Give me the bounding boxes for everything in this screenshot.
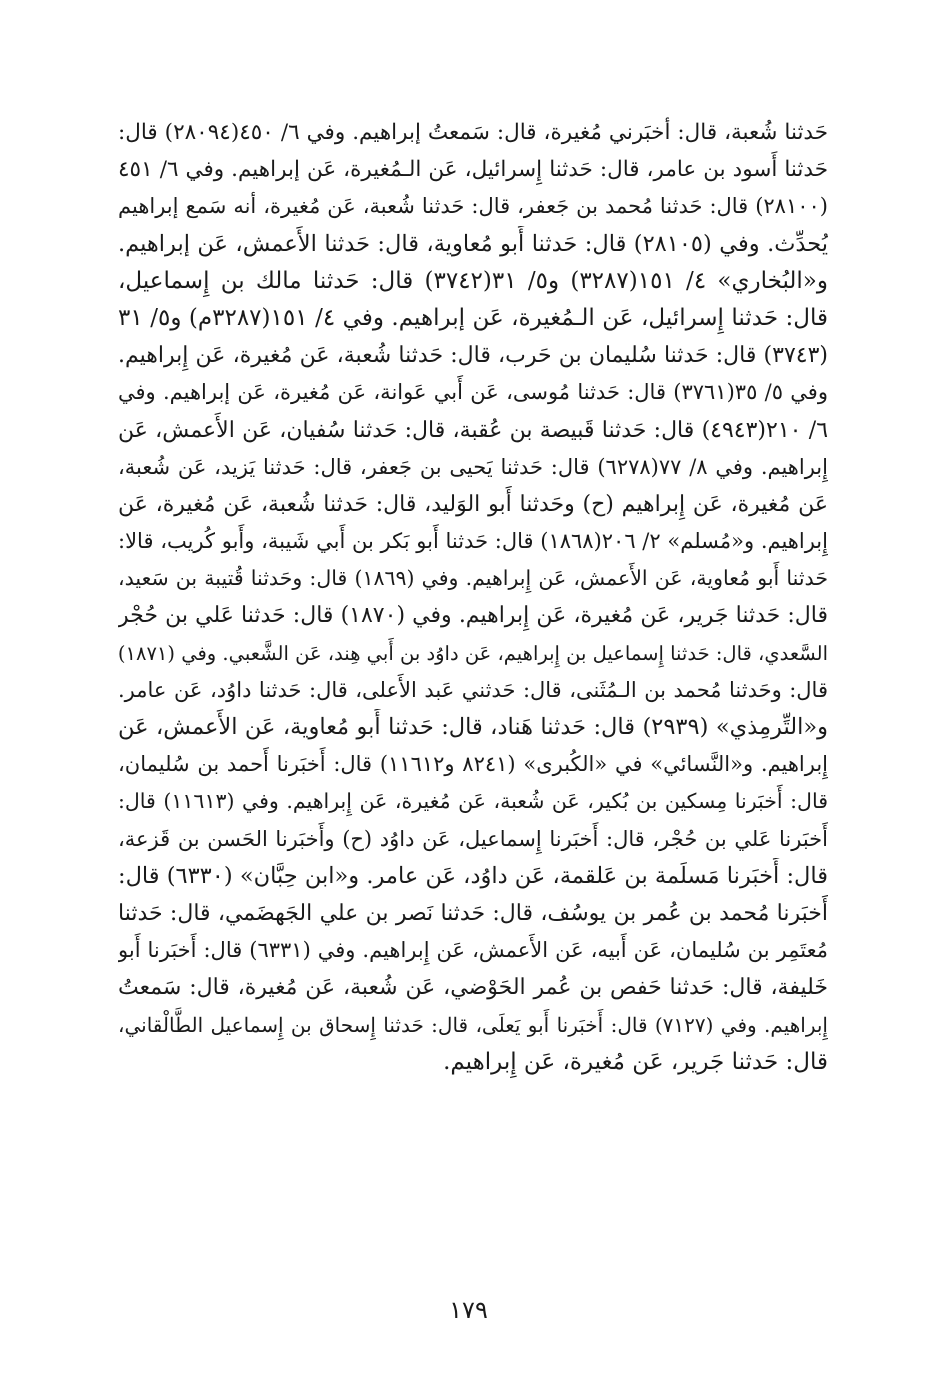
text-line: قال: وحَدثنا مُحمد بن الـمُثَنى، قال: حَدثني عَبد الأَعلى، قال: حَدثنا داوُد، عَن عامر. <box>118 677 828 702</box>
hadith-text-block <box>118 114 828 1081</box>
text-line: قال: حَدثنا جَرير، عَن مُغيرة، عَن إِبراهيم. وفي (١٨٧٠) قال: حَدثنا عَلي بن حُجْر <box>118 603 828 629</box>
text-line: إِبراهيم. و«النَّسائي» في «الكُبرى» (٨٢٤١ و١١٦١٢) قال: أَخبَرنا أَحمد بن سُليمان، <box>118 752 828 777</box>
text-line: يُحدِّث. وفي (٢٨١٠٥) قال: حَدثنا أَبو مُعاوية، قال: حَدثنا الأَعمش، عَن إبراهيم. <box>118 230 828 257</box>
text-line: قال: حَدثنا جَرير، عَن مُغيرة، عَن إِبراهيم. <box>443 1048 828 1075</box>
text-line: وفي ٥/ ٣٥(٣٧٦١) قال: حَدثنا مُوسى، عَن أَبي عَوانة، عَن مُغيرة، عَن إبراهيم. وفي <box>118 380 828 405</box>
text-line: خَليفة، قال: حَدثنا حَفص بن عُمر الحَوْضي، عَن شُعبة، عَن مُغيرة، قال: سَمعتُ <box>118 975 828 1001</box>
text-line: حَدثنا أَبو مُعاوية، عَن الأَعمش، عَن إِبراهيم. وفي (١٨٦٩) قال: وحَدثنا قُتيبة بن سَعيد، <box>118 566 828 591</box>
text-line: ٦/ ٢١٠(٤٩٤٣) قال: حَدثنا قَبيصة بن عُقبة، قال: حَدثنا سُفيان، عَن الأَعمش، عَن <box>118 417 828 443</box>
text-line: إِبراهيم. وفي ٨/ ٧٧(٦٢٧٨) قال: حَدثنا يَحيى بن جَعفر، قال: حَدثنا يَزيد، عَن شُعبة، <box>118 454 828 479</box>
text-line: أَخبَرنا مُحمد بن عُمر بن يوسُف، قال: حَدثنا نَصر بن علي الجَهضَمي، قال: حَدثنا <box>118 900 828 926</box>
text-line: حَدثنا شُعبة، قال: أخبَرني مُغيرة، قال: سَمعتُ إبراهيم. وفي ٦/ ٤٥٠(٢٨٠٩٤) قال: <box>118 120 828 145</box>
text-line: قال: أَخبَرنا مِسكين بن بُكير، عَن شُعبة، عَن مُغيرة، عَن إِبراهيم. وفي (١١٦١٣) قال: <box>118 789 828 814</box>
text-line: حَدثنا أَسود بن عامر، قال: حَدثنا إِسرائيل، عَن الـمُغيرة، عَن إبراهيم. وفي ٦/ ٤٥١ <box>118 157 828 183</box>
page-number: ١٧٩ <box>449 1296 488 1324</box>
text-line: قال: حَدثنا إِسرائيل، عَن الـمُغيرة، عَن إبراهيم. وفي ٤/ ١٥١(٣٢٨٧م) و٥/ ٣١ <box>118 304 828 331</box>
text-line: (٢٨١٠٠) قال: حَدثنا مُحمد بن جَعفر، قال: حَدثنا شُعبة، عَن مُغيرة، أنه سَمع إبراهيم <box>118 194 828 219</box>
text-line: إِبراهيم. و«مُسلم» ٢/ ٢٠٦(١٨٦٨) قال: حَدثنا أَبو بَكر بن أَبي شَيبة، وأَبو كُريب، قالا: <box>118 529 828 554</box>
text-line: قال: أَخبَرنا مَسلَمة بن عَلقمة، عَن داوُد، عَن عامر. و«ابن حِبَّان» (٦٣٣٠) قال: <box>118 862 828 889</box>
text-line: أَخبَرنا عَلي بن حُجْر، قال: أَخبَرنا إِسماعيل، عَن داوُد (ح) وأَخبَرنا الحَسن بن قَزعة، <box>118 826 828 851</box>
text-line: (٣٧٤٣) قال: حَدثنا سُليمان بن حَرب، قال: حَدثنا شُعبة، عَن مُغيرة، عَن إِبراهيم. <box>118 343 828 369</box>
text-line: عَن مُغيرة، عَن إِبراهيم (ح) وحَدثنا أَبو الوَليد، قال: حَدثنا شُعبة، عَن مُغيرة، عَن <box>118 491 828 517</box>
text-line: مُعتَمِر بن سُليمان، عَن أَبيه، عَن الأَعمش، عَن إِبراهيم. وفي (٦٣٣١) قال: أَخبَرنا أَبو <box>118 938 828 963</box>
text-line: السَّعدي، قال: حَدثنا إِسماعيل بن إِبراهيم، عَن داوُد بن أَبي هِند، عَن الشَّعبي. وفي (١٨٧١) <box>118 641 828 665</box>
text-line: و«البُخاري» ٤/ ١٥١(٣٢٨٧) و٥/ ٣١(٣٧٤٢) قال: حَدثنا مالك بن إِسماعيل، <box>118 267 828 294</box>
text-line: إِبراهيم. وفي (٧١٢٧) قال: أَخبَرنا أَبو يَعلَى، قال: حَدثنا إِسحاق بن إِسماعيل الطَّالْقاني، <box>118 1012 828 1037</box>
text-line: و«التِّرمِذي» (٢٩٣٩) قال: حَدثنا هَناد، قال: حَدثنا أَبو مُعاوية، عَن الأَعمش، عَن <box>118 714 828 740</box>
